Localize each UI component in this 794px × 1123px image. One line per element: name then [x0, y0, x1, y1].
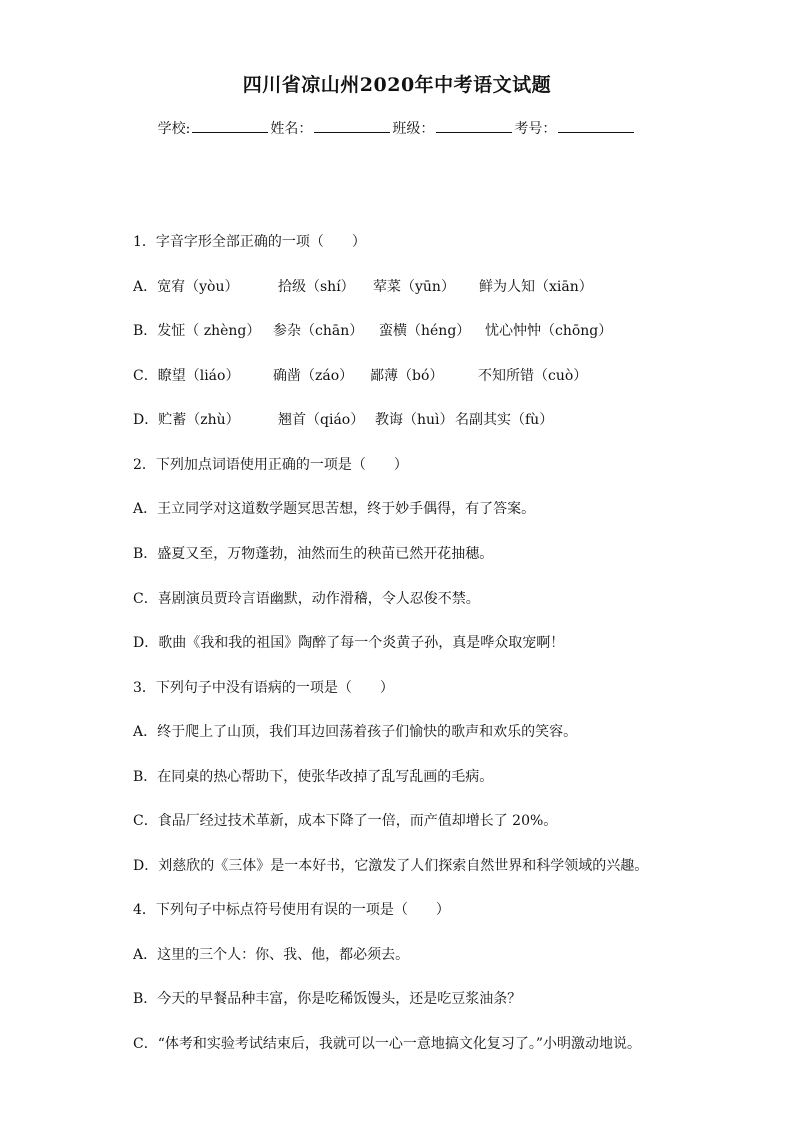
name-blank	[314, 118, 390, 133]
question-4-option-b: B．今天的早餐品种丰富，你是吃稀饭馒头，还是吃豆浆油条？	[133, 991, 522, 1007]
option-c-item-1: C．瞭望（liáo）	[133, 368, 240, 384]
question-4-option-c: C．“体考和实验考试结束后，我就可以一心一意地搞文化复习了。”小明激动地说。	[133, 1036, 642, 1052]
option-c-item-4: 不知所错（cuò）	[478, 368, 588, 384]
question-4-stem: 4．下列句子中标点符号使用有误的一项是（ ）	[133, 902, 450, 918]
question-3-stem: 3．下列句子中没有语病的一项是（ ）	[133, 680, 394, 696]
question-3-option-b: B．在同桌的热心帮助下，使张华改掉了乱写乱画的毛病。	[133, 769, 494, 785]
question-3-option-d: D．刘慈欣的《三体》是一本好书，它激发了人们探索自然世界和科学领域的兴趣。	[133, 858, 649, 874]
question-1-option-c	[133, 367, 587, 385]
option-c-item-2: 确凿（záo）	[273, 368, 354, 384]
option-d-item-3: 教诲（huì）	[375, 412, 454, 428]
student-info-row	[0, 118, 794, 138]
question-1-stem: 1．字音字形全部正确的一项（ ）	[133, 234, 366, 250]
question-3-option-a: A．终于爬上了山顶，我们耳边回荡着孩子们愉快的歌声和欢乐的笑容。	[133, 724, 578, 740]
question-2-option-b: B．盛夏又至，万物蓬勃，油然而生的秧苗已然开花抽穗。	[133, 546, 494, 562]
question-2-option-d: D．歌曲《我和我的祖国》陶醉了每一个炎黄子孙，真是哗众取宠啊！	[133, 635, 565, 651]
question-3-option-c: C．食品厂经过技术革新，成本下降了一倍，而产值却增长了 20%。	[133, 813, 558, 829]
question-4-option-a: A．这里的三个人：你、我、他，都必须去。	[133, 947, 410, 963]
option-a-item-2: 拾级（shí）	[278, 279, 355, 295]
question-1-option-b	[133, 322, 612, 340]
option-b-item-2: 参杂（chān）	[273, 323, 364, 339]
option-a-item-1: A．宽宥（yòu）	[133, 279, 239, 295]
question-2-option-c: C．喜剧演员贾玲言语幽默，动作滑稽，令人忍俊不禁。	[133, 591, 480, 607]
option-a-item-3: 荤菜（yūn）	[373, 279, 455, 295]
option-b-item-4: 忧心忡忡（chōng）	[485, 323, 613, 339]
option-b-item-3: 蛮横（héng）	[379, 323, 471, 339]
option-d-item-1: D．贮蓄（zhù）	[133, 412, 240, 428]
school-label: 学校:	[157, 121, 191, 137]
class-blank	[436, 118, 512, 133]
option-c-item-3: 鄙薄（bó）	[370, 368, 444, 384]
option-b-item-1: B．发怔（ zhèng）	[133, 323, 261, 339]
page-title: 四川省凉山州2020年中考语文试题	[242, 74, 552, 96]
number-label: 考号：	[514, 121, 557, 137]
question-1-option-a	[133, 278, 593, 296]
class-label: 班级：	[392, 121, 435, 137]
option-d-item-4: 名副其实（fù）	[455, 412, 554, 428]
question-2-stem: 2．下列加点词语使用正确的一项是（ ）	[133, 457, 408, 473]
name-label: 姓名：	[270, 121, 313, 137]
number-blank	[558, 118, 634, 133]
question-2-option-a: A．王立同学对这道数学题冥思苦想，终于妙手偶得，有了答案。	[133, 501, 536, 517]
school-blank	[192, 118, 268, 133]
question-1-option-d	[133, 411, 553, 429]
option-a-item-4: 鲜为人知（xiān）	[479, 279, 593, 295]
option-d-item-2: 翘首（qiáo）	[278, 412, 365, 428]
